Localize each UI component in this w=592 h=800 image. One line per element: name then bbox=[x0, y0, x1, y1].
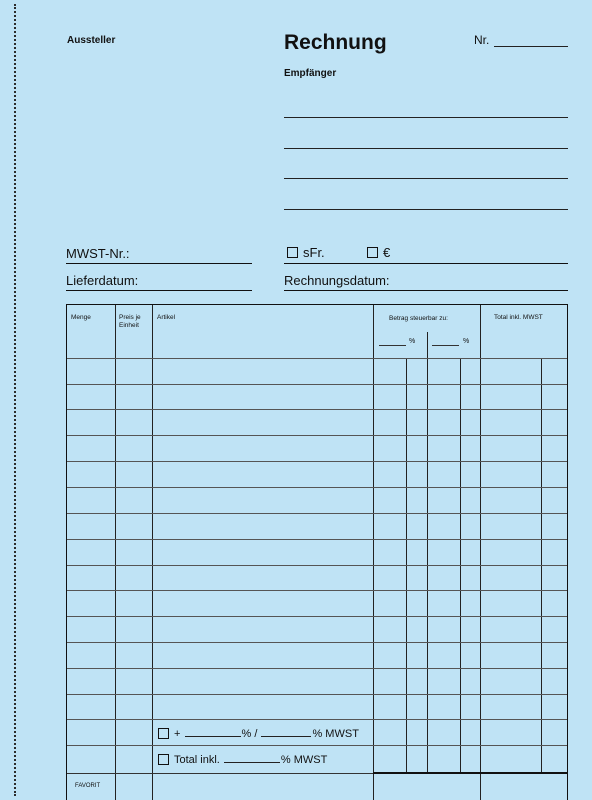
table-row-line bbox=[67, 590, 567, 591]
col-divider-article bbox=[373, 305, 374, 800]
table-row-line bbox=[67, 694, 567, 695]
checkbox-eur[interactable] bbox=[367, 247, 378, 258]
percent-a-field[interactable] bbox=[379, 345, 406, 346]
total-double-line bbox=[373, 772, 567, 774]
col-divider-price bbox=[152, 305, 153, 800]
table-row-line bbox=[67, 745, 567, 746]
currency-line bbox=[284, 263, 568, 264]
header-taxable: Betrag steuerbar zu: bbox=[389, 315, 448, 322]
recipient-label: Empfänger bbox=[284, 68, 337, 79]
vat-rate-field-1[interactable] bbox=[185, 736, 241, 737]
currency-eur-label: € bbox=[383, 245, 391, 260]
plus-sign: + bbox=[174, 728, 181, 740]
perforation-line bbox=[14, 4, 16, 796]
delivery-date-line[interactable] bbox=[66, 290, 252, 291]
header-unit-price: Preis je Einheit bbox=[119, 314, 141, 329]
percent-a-sign: % bbox=[409, 338, 416, 345]
number-label: Nr. bbox=[474, 33, 490, 47]
checkbox-vat-row-2[interactable] bbox=[158, 754, 169, 765]
table-row-line bbox=[67, 435, 567, 436]
table-row-line bbox=[67, 565, 567, 566]
percent-separator: % / bbox=[241, 728, 258, 740]
recipient-line-2[interactable] bbox=[284, 148, 568, 149]
table-row-line bbox=[67, 409, 567, 410]
currency-eur-option[interactable] bbox=[367, 245, 390, 260]
vat-row-1-suffix: % MWST bbox=[312, 728, 359, 740]
header-total: Total inkl. MWST bbox=[494, 314, 543, 321]
checkbox-sfr[interactable] bbox=[287, 247, 298, 258]
number-field-line[interactable] bbox=[494, 46, 568, 47]
table-row-line bbox=[67, 513, 567, 514]
table-row-line bbox=[67, 358, 567, 359]
percent-b-field[interactable] bbox=[432, 345, 459, 346]
invoice-date-label: Rechnungsdatum: bbox=[284, 273, 390, 288]
vat-summary-row-1[interactable] bbox=[158, 728, 359, 740]
line-items-table bbox=[66, 304, 568, 800]
vat-rate-field-2[interactable] bbox=[261, 736, 311, 737]
table-row-line bbox=[67, 384, 567, 385]
col-divider-tax-mid bbox=[427, 332, 428, 773]
recipient-line-4[interactable] bbox=[284, 209, 568, 210]
vat-number-label: MWST-Nr.: bbox=[66, 246, 130, 261]
currency-sfr-label: sFr. bbox=[303, 245, 325, 260]
issuer-label: Aussteller bbox=[67, 35, 116, 46]
vat-number-line[interactable] bbox=[66, 263, 252, 264]
header-quantity: Menge bbox=[71, 314, 91, 321]
recipient-line-1[interactable] bbox=[284, 117, 568, 118]
table-row-line bbox=[67, 616, 567, 617]
currency-sfr-option[interactable] bbox=[287, 245, 325, 260]
col-divider-total bbox=[480, 305, 481, 800]
table-row-line bbox=[67, 642, 567, 643]
recipient-line-3[interactable] bbox=[284, 178, 568, 179]
header-article: Artikel bbox=[157, 314, 176, 321]
table-row-line bbox=[67, 668, 567, 669]
brand-mark: FAVORIT bbox=[75, 783, 101, 789]
total-incl-label: Total inkl. bbox=[174, 754, 220, 766]
checkbox-vat-row-1[interactable] bbox=[158, 728, 169, 739]
table-row-line bbox=[67, 539, 567, 540]
vat-rate-field-3[interactable] bbox=[224, 762, 280, 763]
table-row-line bbox=[67, 461, 567, 462]
vat-row-2-suffix: % MWST bbox=[280, 754, 328, 766]
table-row-line bbox=[67, 719, 567, 720]
table-row-line bbox=[67, 487, 567, 488]
document-title: Rechnung bbox=[284, 31, 387, 54]
invoice-date-line[interactable] bbox=[284, 290, 568, 291]
col-divider-quantity bbox=[115, 305, 116, 800]
percent-b-sign: % bbox=[463, 338, 470, 345]
delivery-date-label: Lieferdatum: bbox=[66, 273, 139, 288]
vat-summary-row-2[interactable] bbox=[158, 754, 327, 766]
